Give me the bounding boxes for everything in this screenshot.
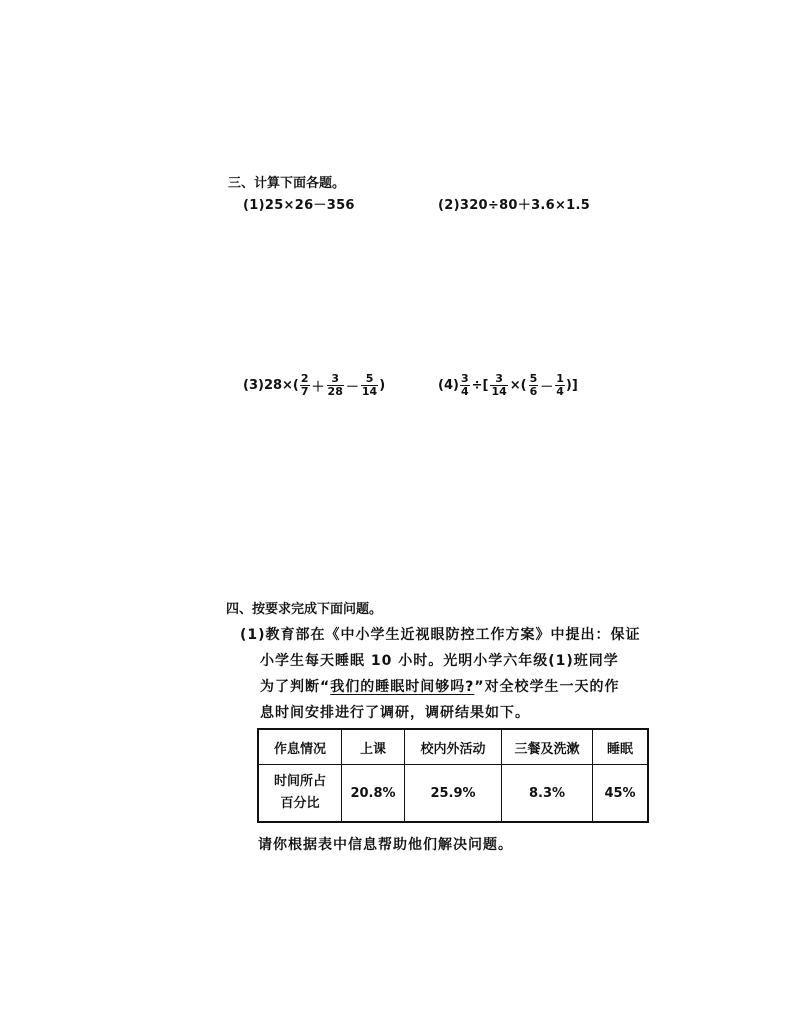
problem-2-expression: 320÷80＋3.6×1.5 [459, 198, 591, 213]
table-cell: 45% [593, 765, 649, 823]
table-header-cell: 上课 [342, 729, 405, 765]
instruction-text: 请你根据表中信息帮助他们解决问题。 [258, 837, 513, 853]
fraction [555, 373, 565, 398]
problem-1 [243, 194, 355, 213]
quote-suffix: ”对全校学生一天的作 [474, 679, 620, 695]
fraction [300, 373, 310, 398]
paragraph-line-4: 息时间安排进行了调研，调研结果如下。 [260, 705, 530, 721]
problem-2-label: (2) [438, 198, 460, 213]
numerator: 3 [460, 372, 469, 385]
denominator: 4 [460, 385, 469, 398]
table-header-cell: 三餐及洗漱 [502, 729, 593, 765]
numerator: 5 [529, 372, 538, 385]
fraction [490, 373, 507, 398]
numerator: 1 [556, 372, 564, 385]
denominator: 6 [529, 385, 538, 398]
operator: ＋ [311, 380, 325, 395]
operator: － [540, 380, 554, 395]
problem-4 [438, 373, 578, 398]
problem-3 [243, 373, 385, 398]
problem-1-label: (1) [243, 198, 265, 213]
problem-3-label: (3) [243, 378, 264, 393]
table-row [258, 765, 648, 823]
problem-2 [438, 194, 590, 213]
problem-3-suffix: ) [379, 378, 386, 393]
row-label-line-1: 时间所占 [273, 774, 326, 789]
problem-3-prefix: 28×( [263, 378, 299, 393]
operator: － [345, 380, 359, 395]
denominator: 14 [491, 385, 507, 398]
fraction [460, 373, 470, 398]
numerator: 3 [495, 372, 503, 385]
fraction [361, 373, 378, 398]
table-cell: 20.8% [342, 765, 405, 823]
problem-4-suffix: )] [565, 378, 578, 393]
numerator: 2 [300, 372, 309, 385]
section-3-heading: 三、计算下面各题。 [228, 176, 346, 191]
fraction [327, 373, 344, 398]
denominator: 14 [361, 385, 378, 398]
table-header-cell: 睡眠 [593, 729, 649, 765]
paragraph-line-3 [260, 676, 620, 696]
row-label-cell [258, 765, 342, 823]
row-label-line-2: 百分比 [280, 796, 320, 811]
paragraph-line-2: 小学生每天睡眠 10 小时。光明小学六年级(1)班同学 [260, 653, 619, 669]
table-cell: 25.9% [405, 765, 502, 823]
denominator: 4 [556, 385, 564, 398]
schedule-table [257, 728, 649, 823]
problem-4-label: (4) [438, 378, 459, 393]
numerator: 5 [365, 372, 374, 385]
table-cell: 8.3% [502, 765, 593, 823]
operator: ×( [509, 378, 527, 393]
table-header-cell: 作息情况 [258, 729, 342, 765]
denominator: 7 [300, 385, 309, 398]
fraction [529, 373, 539, 398]
underlined-question: 我们的睡眠时间够吗? [330, 679, 475, 695]
numerator: 3 [331, 372, 340, 385]
problem-1-expression: 25×26－356 [264, 198, 355, 213]
quote-prefix: 为了判断“ [260, 679, 331, 695]
section-4-heading: 四、按要求完成下面问题。 [226, 602, 383, 617]
denominator: 28 [327, 385, 343, 398]
table-header-cell: 校内外活动 [405, 729, 502, 765]
paragraph-line-1: (1)教育部在《中小学生近视眼防控工作方案》中提出：保证 [240, 627, 641, 643]
table-header-row [258, 729, 648, 765]
operator: ÷[ [471, 378, 489, 393]
